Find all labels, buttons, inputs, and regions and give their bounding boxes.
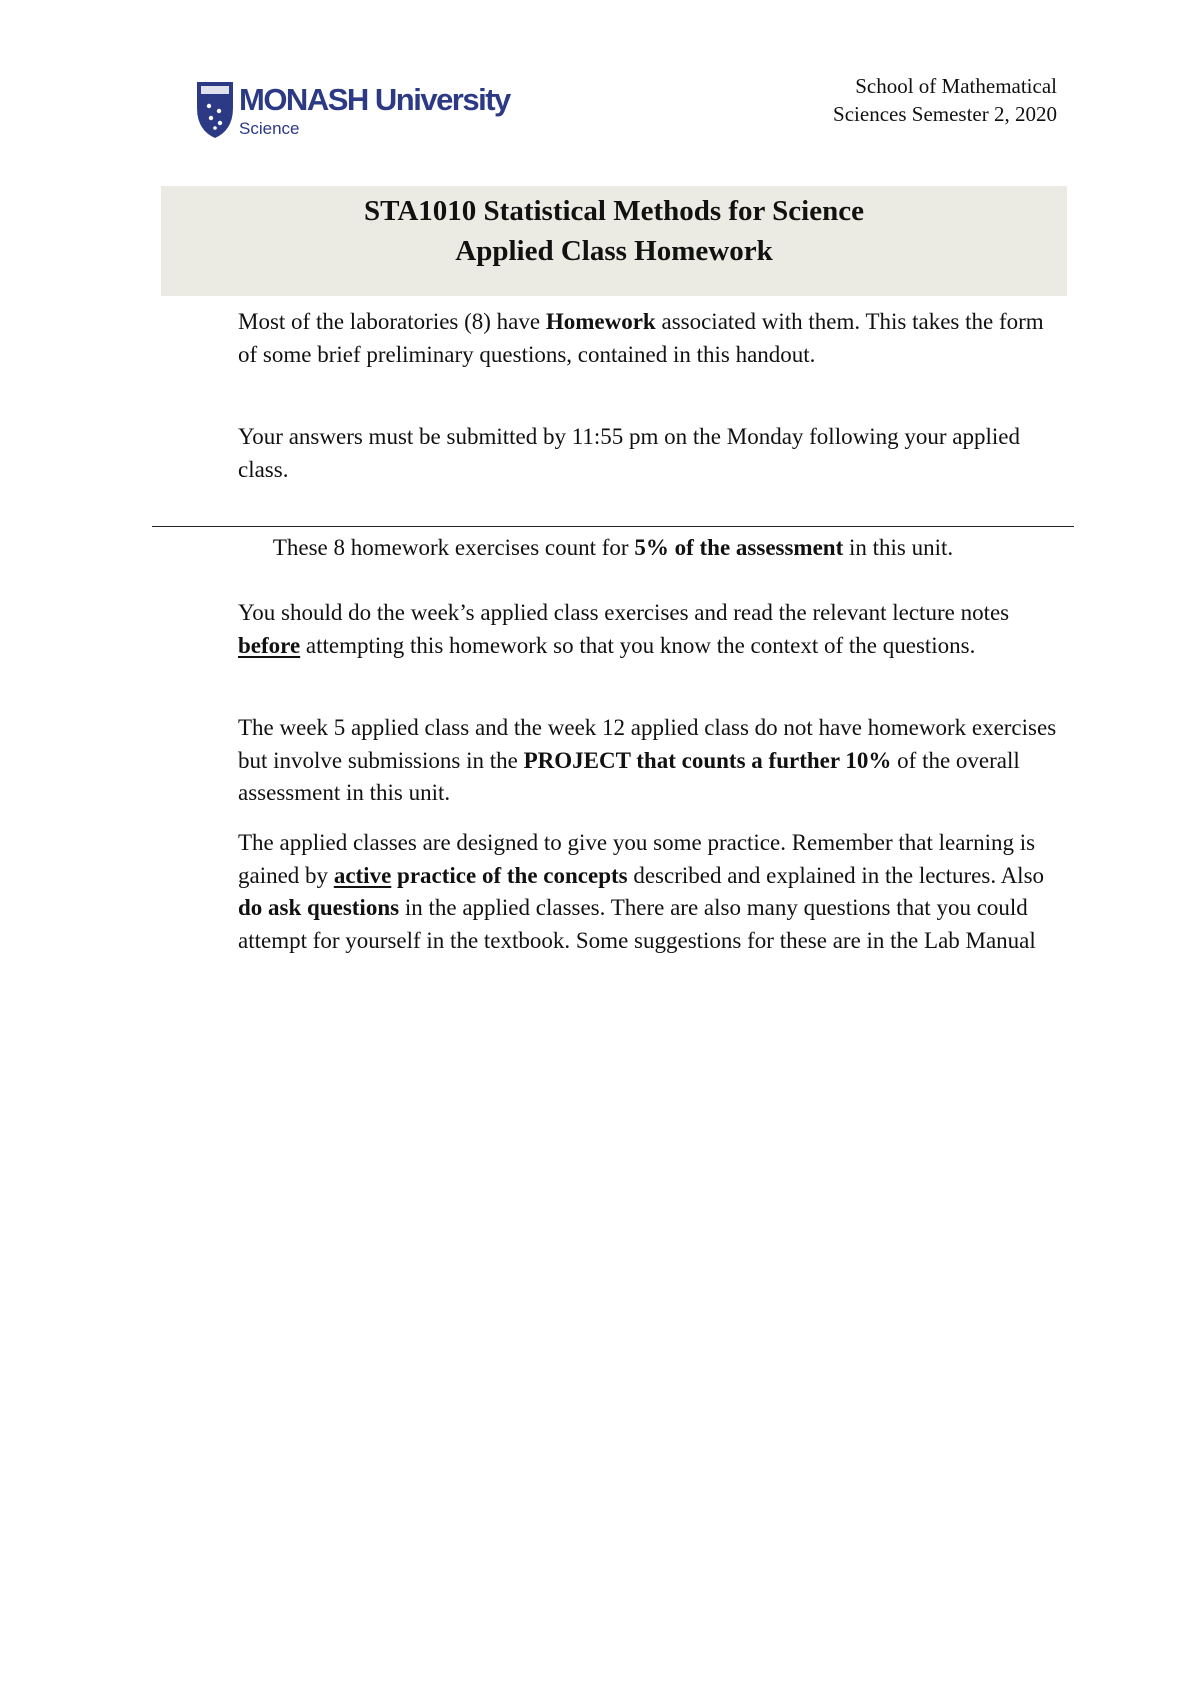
preparation-paragraph: You should do the week’s applied class exercises and read the relevant lecture notes before attempting this homework so that you know the context of the questions. xyxy=(238,600,1010,658)
monash-logo xyxy=(195,78,525,144)
practice-paragraph: The applied classes are designed to give you some practice. Remember that learning is gained by active practice of the concepts described and explained in the lectures. Also do ask questions in the applied classes. There are also many questions that you could attempt for yourself in the textbook. Some suggestions for these are in the Lab Manual xyxy=(238,830,1045,953)
project-paragraph: The week 5 applied class and the week 12 applied class do not have homework exercises but involve submissions in the PROJECT that counts a further 10% of the overall assessment in this unit. xyxy=(238,715,1057,805)
school-line-2: Sciences Semester 2, 2020 xyxy=(833,102,1057,126)
divider xyxy=(152,526,1074,527)
logo-wordmark: MONASH University xyxy=(239,82,510,117)
intro-paragraph: Most of the laboratories (8) have Homework associated with them. This takes the form of some brief preliminary questions, contained in this handout. xyxy=(238,309,1044,367)
logo-sub: Science xyxy=(239,119,300,138)
title-box xyxy=(161,186,1067,296)
school-info xyxy=(757,72,1057,128)
assessment-statement: These 8 homework exercises count for 5% of the assessment in this unit. xyxy=(272,535,954,560)
monash-crest-icon xyxy=(195,78,525,144)
document-title: Applied Class Homework xyxy=(455,235,773,267)
school-line-1: School of Mathematical xyxy=(855,74,1057,98)
course-title: STA1010 Statistical Methods for Science xyxy=(364,195,864,227)
deadline-paragraph: Your answers must be submitted by 11:55 pm on the Monday following your applied class. xyxy=(238,424,1020,482)
